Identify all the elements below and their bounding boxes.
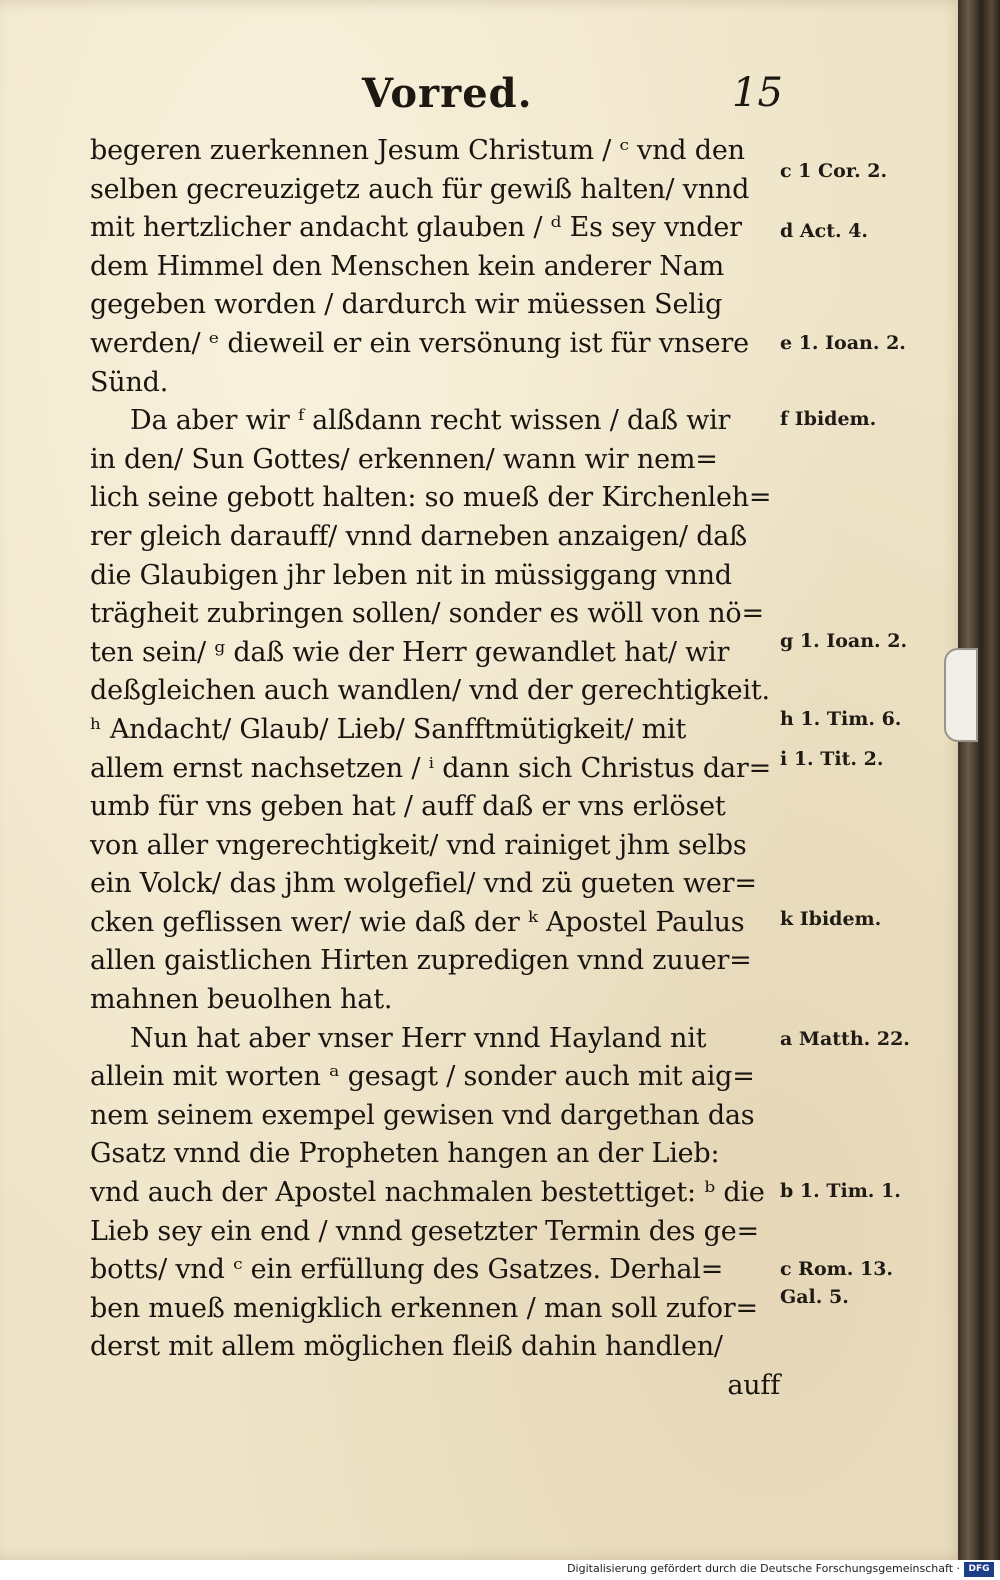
margin-note: d Act. 4. (780, 220, 869, 242)
paragraph-start-line: Da aber wir ᶠ alßdann recht wissen / daß wir (130, 405, 731, 437)
page-header (0, 70, 965, 130)
text-line: deßgleichen auch wandlen/ vnd der gerechtigkeit. (90, 675, 770, 707)
margin-note: c Rom. 13. (780, 1258, 894, 1280)
margin-note: k Ibidem. (780, 908, 882, 930)
body-text (90, 132, 790, 1406)
margin-note: Gal. 5. (780, 1286, 849, 1308)
text-line: nem seinem exempel gewisen vnd dargethan das (90, 1099, 755, 1131)
text-line: allein mit worten ᵃ gesagt / sonder auch mit aig= (90, 1061, 755, 1093)
text-line: Lieb sey ein end / vnnd gesetzter Termin des ge= (90, 1215, 759, 1247)
running-title: Vorred. (362, 70, 533, 117)
text-line: werden/ ᵉ dieweil er ein versönung ist für vnsere (90, 327, 749, 359)
footer-bar (0, 1560, 1000, 1580)
text-line: gegeben worden / dardurch wir müessen Selig (90, 289, 723, 321)
margin-note: a Matth. 22. (780, 1028, 910, 1050)
margin-note: e 1. Ioan. 2. (780, 332, 906, 354)
text-line: umb für vns geben hat / auff daß er vns erlöset (90, 791, 726, 823)
text-line: vnd auch der Apostel nachmalen bestettiget: ᵇ die (90, 1177, 765, 1209)
text-line: ein Volck/ das jhm wolgefiel/ vnd zü gueten wer= (90, 868, 757, 900)
text-line: ʰ Andacht/ Glaub/ Lieb/ Sanfftmütigkeit/ mit (90, 713, 687, 745)
text-line: botts/ vnd ᶜ ein erfüllung des Gsatzes. Derhal= (90, 1254, 724, 1286)
margin-note: g 1. Ioan. 2. (780, 630, 908, 652)
text-line: Gsatz vnnd die Propheten hangen an der Lieb: (90, 1138, 720, 1170)
footer-credit: Digitalisierung gefördert durch die Deutsche Forschungsgemeinschaft · (567, 1562, 960, 1575)
text-line: mit hertzlicher andacht glauben / ᵈ Es sey vnder (90, 212, 742, 244)
catchword: auff (727, 1370, 780, 1401)
text-line: trägheit zubringen sollen/ sonder es wöll von nö= (90, 598, 764, 630)
text-line: ben mueß menigklich erkennen / man soll zufor= (90, 1292, 758, 1324)
book-edge (958, 0, 1000, 1560)
text-line: in den/ Sun Gottes/ erkennen/ wann wir nem= (90, 443, 718, 475)
page-clip (944, 648, 978, 742)
text-line: dem Himmel den Menschen kein anderer Nam (90, 250, 724, 282)
margin-note: f Ibidem. (780, 408, 877, 430)
margin-note: i 1. Tit. 2. (780, 748, 884, 770)
text-line: derst mit allem möglichen fleiß dahin handlen/ (90, 1331, 723, 1363)
margin-note: h 1. Tim. 6. (780, 708, 902, 730)
text-line: lich seine gebott halten: so mueß der Kirchenleh= (90, 482, 772, 514)
text-line: die Glaubigen jhr leben nit in müssiggang vnnd (90, 559, 732, 591)
text-line: ten sein/ ᵍ daß wie der Herr gewandlet hat/ wir (90, 636, 730, 668)
text-line: allen gaistlichen Hirten zupredigen vnnd zuuer= (90, 945, 752, 977)
dfg-logo: DFG (964, 1562, 994, 1577)
text-line: rer gleich darauff/ vnnd darneben anzaigen/ daß (90, 520, 748, 552)
margin-note: c 1 Cor. 2. (780, 160, 888, 182)
text-line: selben gecreuzigetz auch für gewiß halten/ vnnd (90, 173, 750, 205)
text-line: von aller vngerechtigkeit/ vnd rainiget jhm selbs (90, 829, 747, 861)
paragraph-start-line: Nun hat aber vnser Herr vnnd Hayland nit (130, 1022, 707, 1054)
text-line: Sünd. (90, 366, 169, 398)
text-line: begeren zuerkennen Jesum Christum / ᶜ vnd den (90, 135, 745, 166)
text-line: allem ernst nachsetzen / ⁱ dann sich Christus dar= (90, 752, 772, 784)
page-number: 15 (732, 70, 783, 116)
text-line: mahnen beuolhen hat. (90, 984, 393, 1016)
margin-note: b 1. Tim. 1. (780, 1180, 901, 1202)
text-line: cken geflissen wer/ wie daß der ᵏ Apostel Paulus (90, 906, 745, 938)
